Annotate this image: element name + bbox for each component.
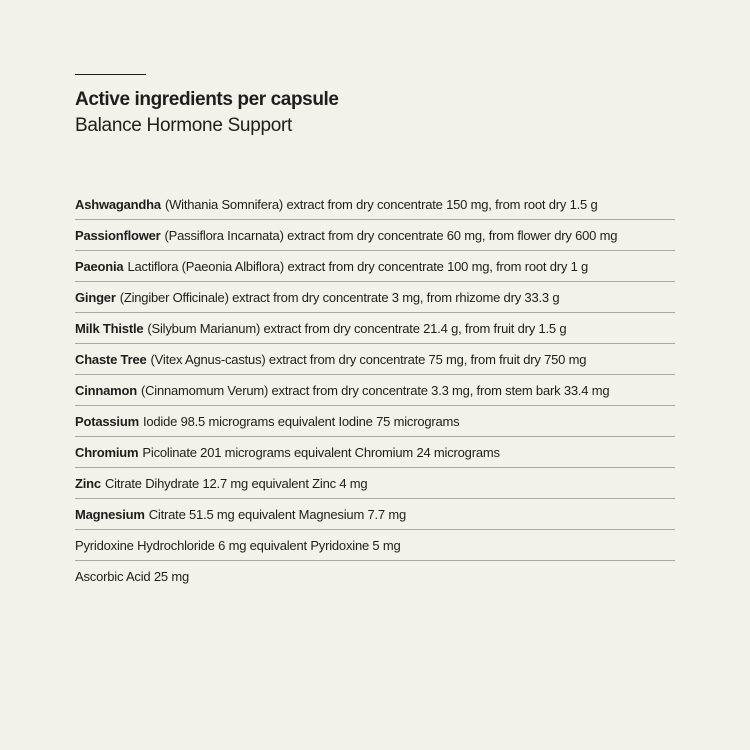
page-title: Active ingredients per capsule [75,89,339,110]
ingredient-name: Chromium [75,445,139,460]
ingredient-name: Magnesium [75,507,145,522]
product-subtitle: Balance Hormone Support [75,115,293,136]
ingredient-row [75,561,675,592]
ingredient-name: Milk Thistle [75,321,144,336]
ingredient-name: Zinc [75,476,101,491]
ingredient-row [75,375,675,406]
ingredient-detail: (Vitex Agnus-castus) extract from dry concentrate 75 mg, from fruit dry 750 mg [150,352,587,367]
ingredient-row [75,282,675,313]
ingredient-row [75,437,675,468]
ingredient-name: Ashwagandha [75,197,161,212]
ingredient-name: Cinnamon [75,383,137,398]
ingredient-row [75,251,675,282]
ingredient-detail: (Silybum Marianum) extract from dry concentrate 21.4 g, from fruit dry 1.5 g [147,321,567,336]
ingredient-row [75,530,675,561]
ingredient-detail: Pyridoxine Hydrochloride 6 mg equivalent Pyridoxine 5 mg [75,538,401,553]
ingredient-row [75,189,675,220]
ingredient-row [75,344,675,375]
ingredient-detail: (Withania Somnifera) extract from dry concentrate 150 mg, from root dry 1.5 g [164,197,598,212]
ingredient-row [75,220,675,251]
ingredient-list [75,189,675,592]
ingredient-detail: (Passiflora Incarnata) extract from dry concentrate 60 mg, from flower dry 600 mg [164,228,618,243]
ingredient-row [75,468,675,499]
ingredient-name: Ginger [75,290,116,305]
ingredient-detail: (Zingiber Officinale) extract from dry concentrate 3 mg, from rhizome dry 33.3 g [119,290,560,305]
ingredient-name: Paeonia [75,259,124,274]
ingredient-name: Chaste Tree [75,352,147,367]
ingredient-detail: (Cinnamomum Verum) extract from dry concentrate 3.3 mg, from stem bark 33.4 mg [140,383,610,398]
ingredient-detail: Citrate Dihydrate 12.7 mg equivalent Zinc 4 mg [104,476,368,491]
ingredient-row [75,499,675,530]
ingredient-detail: Lactiflora (Paeonia Albiflora) extract from dry concentrate 100 mg, from root dry 1 g [127,259,589,274]
ingredient-name: Potassium [75,414,139,429]
ingredient-detail: Picolinate 201 micrograms equivalent Chromium 24 micrograms [142,445,500,460]
ingredient-detail: Citrate 51.5 mg equivalent Magnesium 7.7 mg [148,507,407,522]
ingredient-row [75,313,675,344]
ingredient-name: Passionflower [75,228,161,243]
ingredient-detail: Ascorbic Acid 25 mg [75,569,189,584]
ingredient-detail: Iodide 98.5 micrograms equivalent Iodine 75 micrograms [142,414,460,429]
decorative-divider [75,74,146,75]
ingredient-row [75,406,675,437]
